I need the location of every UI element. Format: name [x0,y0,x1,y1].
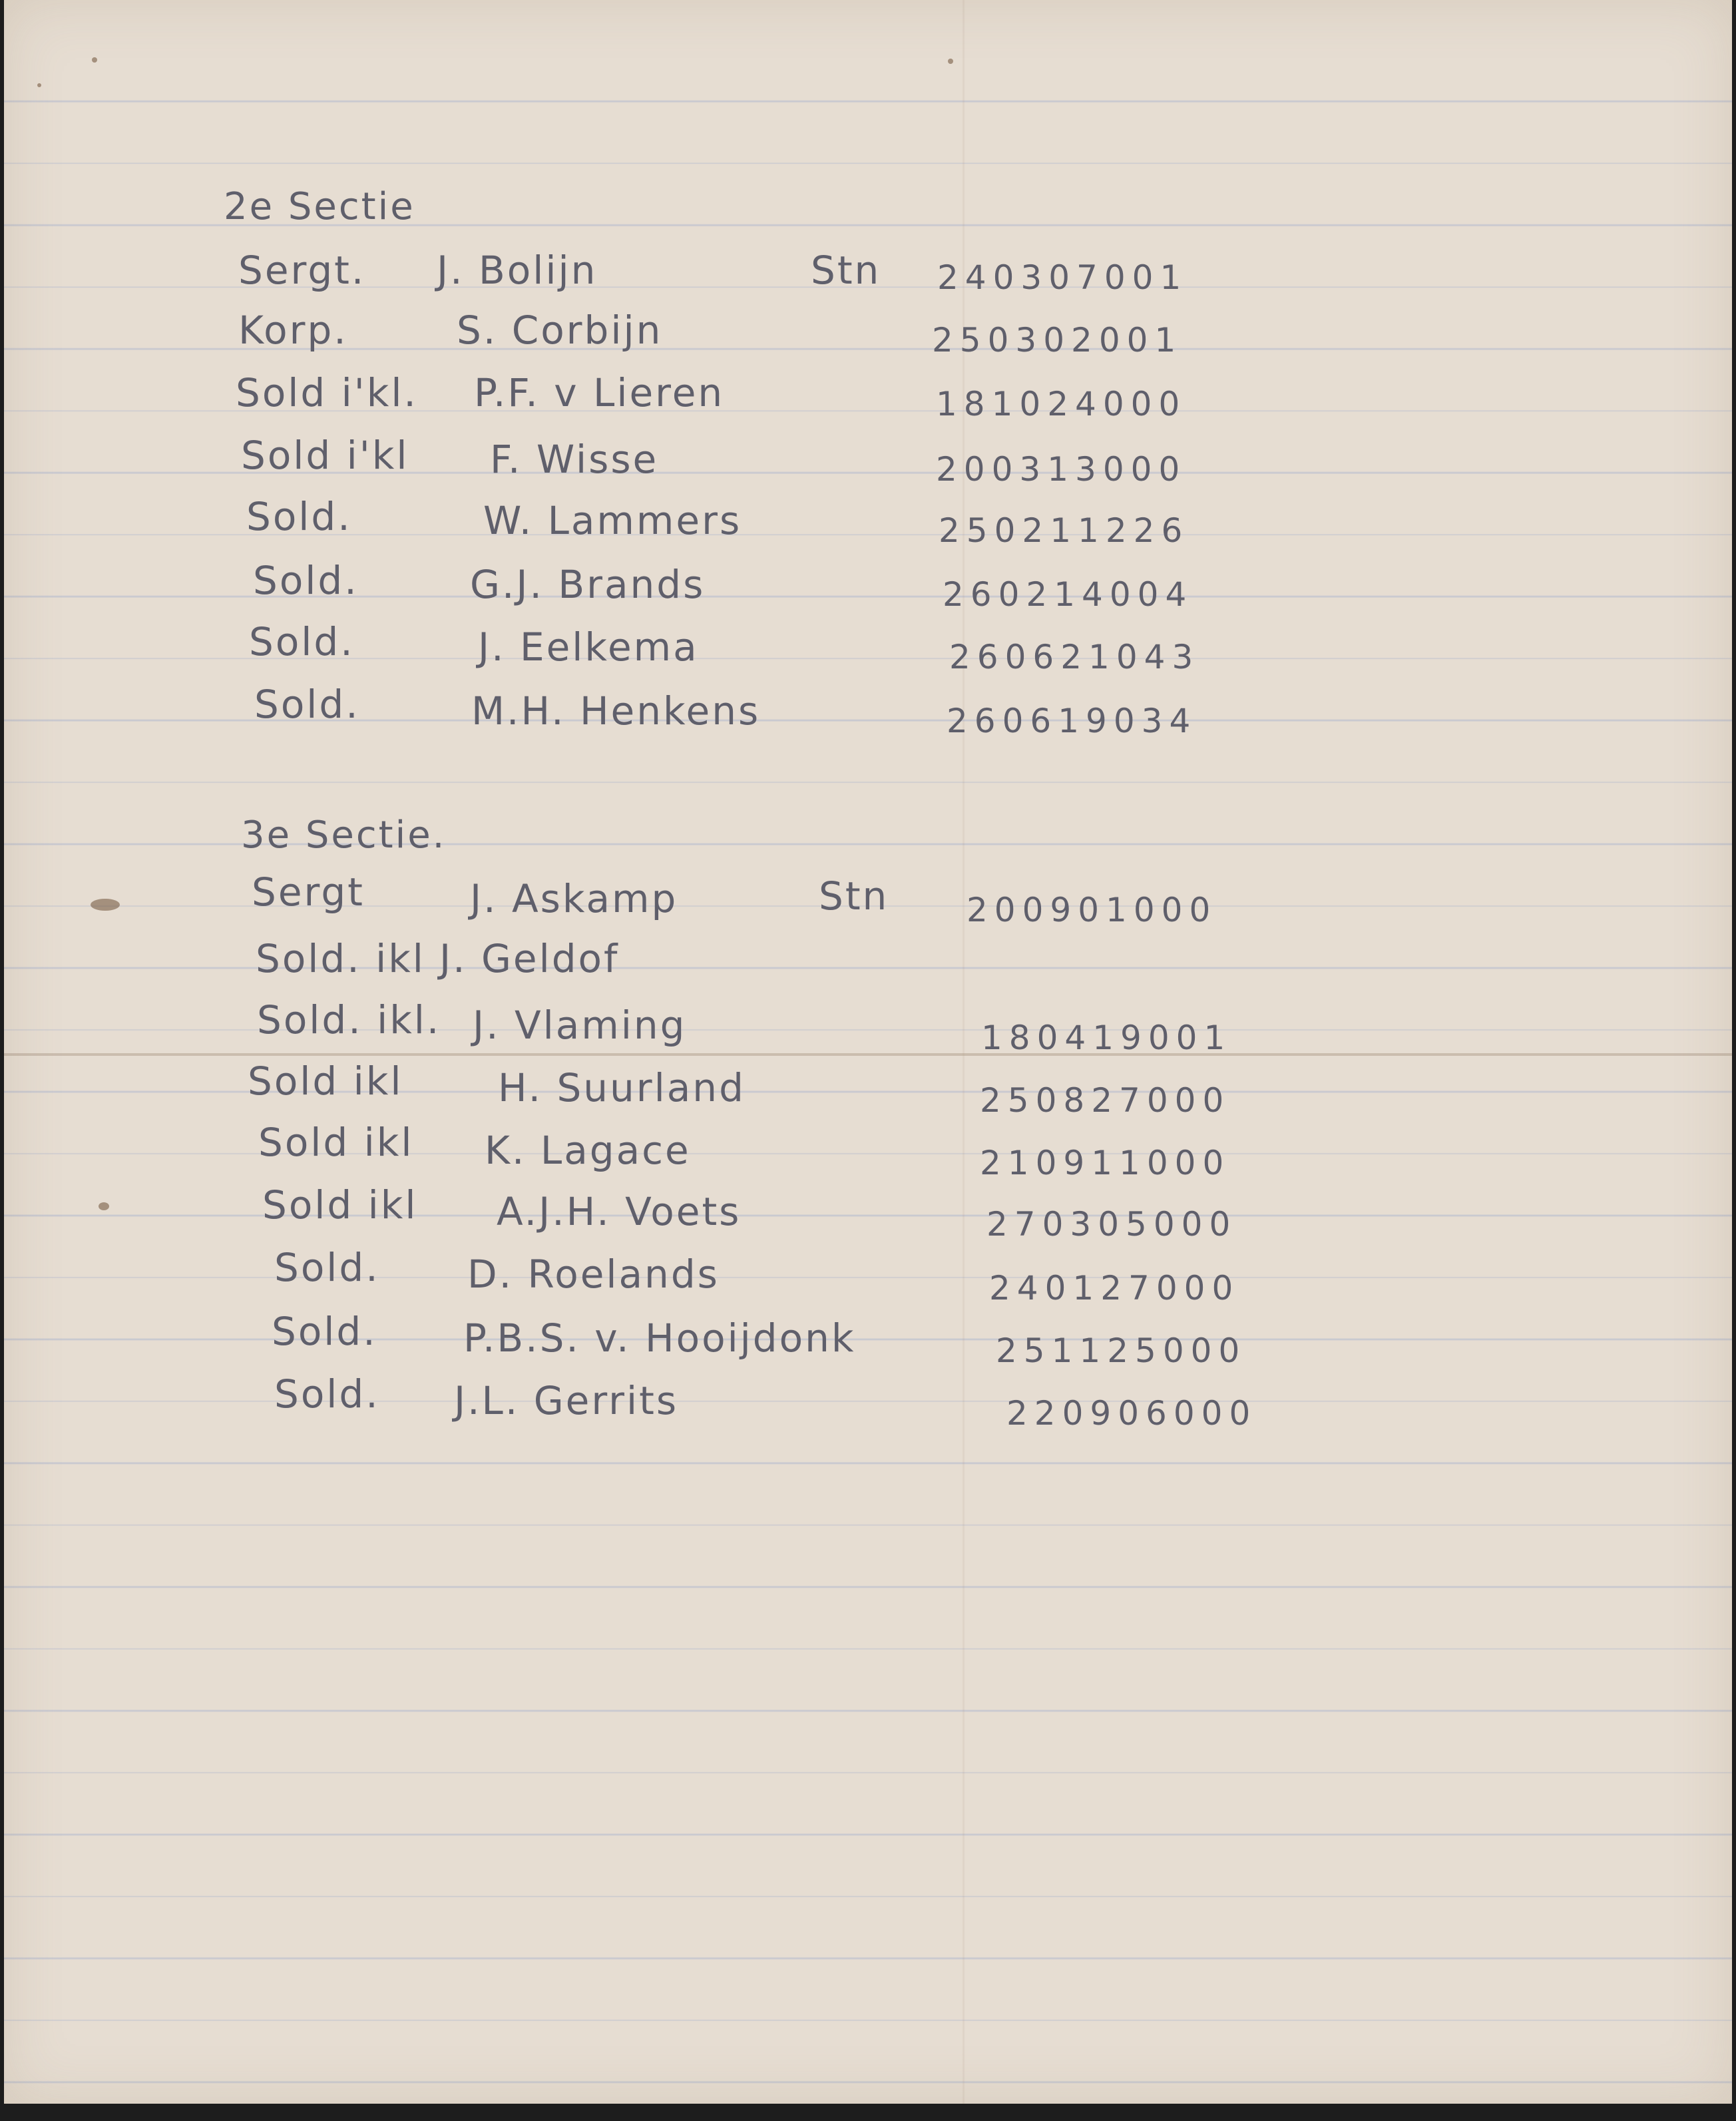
row-rank: Sold. [254,682,360,727]
row-number: 200313000 [936,450,1187,489]
paper-sheet [4,0,1732,2104]
row-number: 200901000 [967,891,1217,929]
row-rank: Sergt [252,869,365,915]
row-name: F. Wisse [490,437,659,482]
row-number: 250302001 [932,321,1183,359]
row-number: 180419001 [981,1019,1232,1057]
row-number: 210911000 [980,1144,1231,1182]
row-rank: Korp. [238,308,348,353]
row-number: 270305000 [986,1205,1237,1244]
row-name: J. Geldof [439,936,620,981]
row-number: 260621043 [949,638,1200,676]
row-rank: Sold ikl [262,1182,418,1228]
row-rank: Sold. ikl. [257,997,441,1043]
row-name: J. Vlaming [473,1003,687,1048]
row-name: A.J.H. Voets [497,1189,742,1234]
row-name: J. Bolijn [437,248,598,293]
row-rank: Sold ikl [248,1059,403,1104]
ink-spot [92,57,97,63]
row-name: H. Suurland [498,1065,746,1110]
paper-crease [963,0,965,2104]
row-name: J. Askamp [470,876,678,921]
row-number: 250211226 [939,511,1190,550]
section-heading: 2e Sectie [224,185,415,228]
row-number: 240127000 [989,1269,1240,1307]
row-name: D. Roelands [467,1252,720,1297]
row-number: 260619034 [947,702,1197,740]
row-name: J.L. Gerrits [454,1378,679,1423]
row-name: M.H. Henkens [471,688,761,734]
row-name: J. Eelkema [478,624,699,670]
ink-spot [99,1202,109,1210]
row-rank: Sold. [249,619,355,664]
row-number: 220906000 [1006,1394,1257,1433]
row-number: 251125000 [996,1331,1247,1370]
row-number: 260214004 [943,575,1194,614]
row-name: P.B.S. v. Hooijdonk [463,1315,856,1361]
row-rank: Sold. ikl [256,936,425,981]
row-number: 181024000 [936,385,1187,423]
row-number: 240307001 [937,258,1188,297]
row-rank: Sold. [246,494,352,539]
row-name: W. Lammers [483,498,742,543]
row-rank: Sold. [272,1309,377,1354]
row-rank: Sold. [274,1245,380,1290]
row-code: Stn [811,248,881,293]
row-rank: Sold i'kl. [236,370,418,415]
row-name: G.J. Brands [470,562,706,607]
row-name: K. Lagace [485,1128,691,1173]
row-rank: Sold. [274,1371,380,1417]
ink-spot [91,899,120,911]
row-number: 250827000 [980,1081,1231,1120]
row-name: S. Corbijn [457,308,663,353]
section-heading: 3e Sectie. [241,814,447,857]
paper-fold [4,1053,1732,1056]
row-name: P.F. v Lieren [474,370,725,415]
row-rank: Sergt. [238,248,366,293]
row-rank: Sold i'kl [241,433,409,478]
ink-spot [37,83,41,87]
row-code: Stn [819,873,889,919]
row-rank: Sold. [253,558,359,603]
row-rank: Sold ikl [258,1120,414,1165]
ink-spot [948,59,953,64]
